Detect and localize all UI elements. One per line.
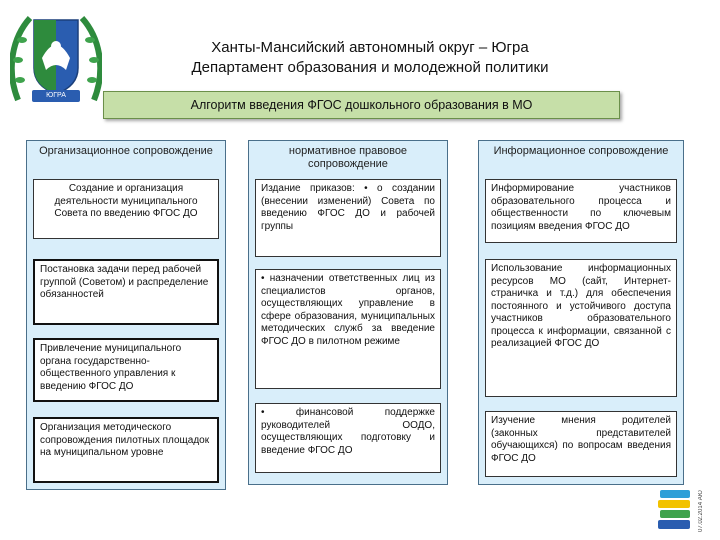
- step-box: • финансовой поддержке руководителей ООДО, осуществляющих подготовку и введение ФГОС ДО: [255, 403, 441, 473]
- column-normative: [248, 140, 448, 485]
- page-header: [120, 38, 620, 78]
- region-title: Ханты-Мансийский автономный округ – Югра: [211, 39, 529, 56]
- step-box: Использование информационных ресурсов МО (сайт, Интернет-страничка и т.д.) для обеспечения постоянного и устойчивого доступа участников образовательного процесса к информации, связанной с реализацией ФГОС ДО: [485, 259, 677, 397]
- step-box: • назначении ответственных лиц из специалистов органов, осуществляющих управление в сфере образования, муниципальных методических служб за введение ФГОС ДО в пилотном режиме: [255, 269, 441, 389]
- step-box: Издание приказов: • о создании (внесении изменений) Совета по введению ФГОС ДО и рабочей группы: [255, 179, 441, 257]
- column-heading: нормативное правовое сопровождение: [288, 145, 408, 170]
- algorithm-banner: Алгоритм введения ФГОС дошкольного образования в МО: [103, 91, 620, 119]
- column-organizational: [26, 140, 226, 490]
- column-informational: [478, 140, 684, 485]
- side-note: 07.02.2014 АЮ: [698, 490, 704, 532]
- books-icon: [656, 488, 694, 532]
- step-box: Создание и организация деятельности муниципального Совета по введению ФГОС ДО: [33, 179, 219, 239]
- column-heading: Организационное сопровождение: [39, 145, 213, 157]
- step-box: Привлечение муниципального органа государственно-общественного управления к введению ФГОС ДО: [33, 338, 219, 402]
- step-box: Информирование участников образовательного процесса и общественности по ключевым позициям введения ФГОС ДО: [485, 179, 677, 243]
- step-box: Постановка задачи перед рабочей группой (Советом) и распределение обязанностей: [33, 259, 219, 325]
- emblem-label: ЮГРА: [46, 92, 66, 99]
- step-box: Организация методического сопровождения пилотных площадок на муниципальном уровне: [33, 417, 219, 483]
- column-heading: Информационное сопровождение: [493, 145, 669, 157]
- department-title: Департамент образования и молодежной политики: [191, 59, 549, 76]
- step-box: Изучение мнения родителей (законных представителей обучающихся) по вопросам введения ФГОС ДО: [485, 411, 677, 477]
